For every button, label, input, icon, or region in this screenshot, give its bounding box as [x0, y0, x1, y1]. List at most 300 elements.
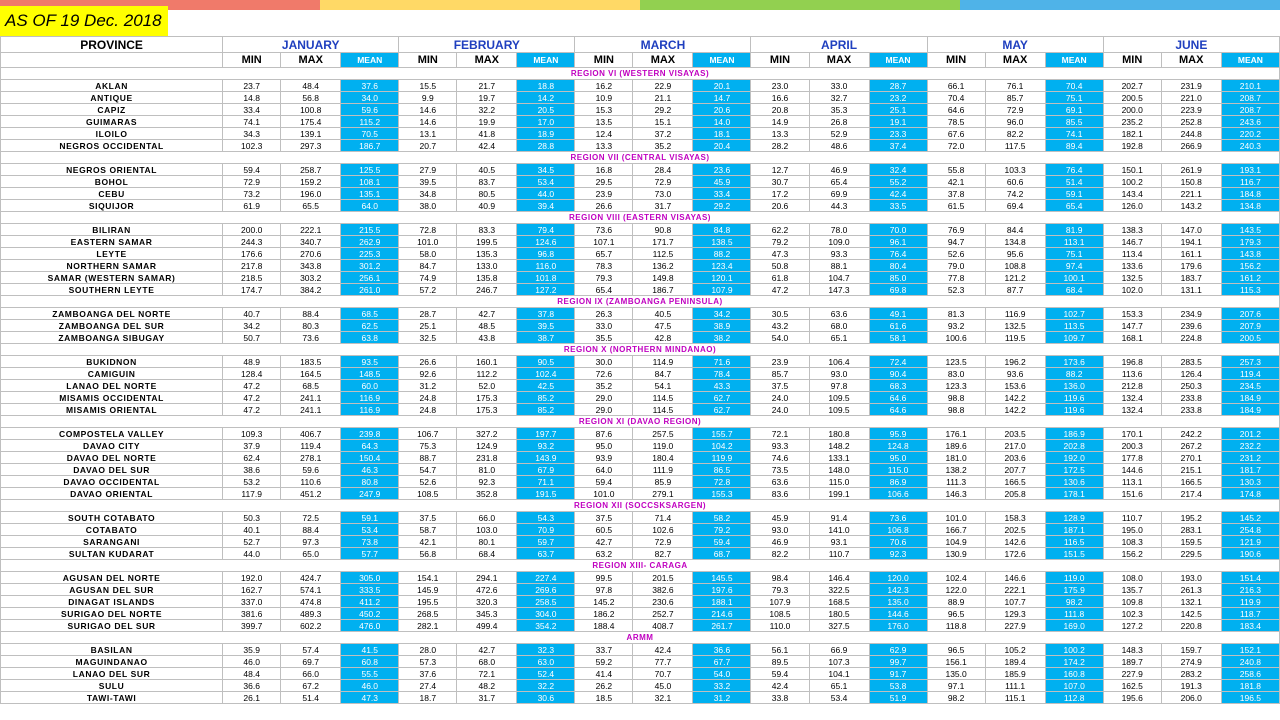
- month-header-may: MAY: [927, 37, 1103, 53]
- cell-max: 35.2: [633, 140, 693, 152]
- cell-mean: 258.6: [1221, 668, 1279, 680]
- cell-min: 108.3: [1103, 536, 1161, 548]
- cell-max: 88.4: [281, 308, 341, 320]
- cell-max: 179.6: [1161, 260, 1221, 272]
- cell-min: 65.4: [575, 284, 633, 296]
- province-name: DAVAO DEL NORTE: [1, 452, 223, 464]
- cell-max: 65.5: [281, 200, 341, 212]
- cell-max: 215.1: [1161, 464, 1221, 476]
- province-name: SULU: [1, 680, 223, 692]
- cell-mean: 188.1: [693, 596, 751, 608]
- cell-max: 102.6: [633, 524, 693, 536]
- cell-mean: 181.8: [1221, 680, 1279, 692]
- cell-mean: 301.2: [341, 260, 399, 272]
- cell-mean: 197.6: [693, 584, 751, 596]
- cell-mean: 254.8: [1221, 524, 1279, 536]
- cell-min: 60.5: [575, 524, 633, 536]
- cell-max: 69.9: [809, 188, 869, 200]
- cell-mean: 17.0: [517, 116, 575, 128]
- cell-min: 18.7: [399, 692, 457, 704]
- cell-max: 147.3: [809, 284, 869, 296]
- cell-mean: 73.8: [341, 536, 399, 548]
- cell-max: 142.2: [985, 404, 1045, 416]
- cell-mean: 232.2: [1221, 440, 1279, 452]
- cell-min: 182.1: [1103, 128, 1161, 140]
- cell-mean: 148.5: [341, 368, 399, 380]
- cell-min: 15.3: [575, 104, 633, 116]
- cell-min: 83.6: [751, 488, 809, 500]
- cell-max: 48.5: [457, 320, 517, 332]
- cell-min: 52.3: [927, 284, 985, 296]
- cell-mean: 184.8: [1221, 188, 1279, 200]
- cell-max: 239.6: [1161, 320, 1221, 332]
- cell-mean: 33.2: [693, 680, 751, 692]
- cell-max: 224.8: [1161, 332, 1221, 344]
- cell-max: 141.0: [809, 524, 869, 536]
- cell-mean: 32.4: [869, 164, 927, 176]
- province-row: [1, 536, 1280, 548]
- cell-mean: 256.1: [341, 272, 399, 284]
- province-name: MISAMIS OCCIDENTAL: [1, 392, 223, 404]
- cell-max: 110.6: [281, 476, 341, 488]
- cell-min: 30.5: [751, 308, 809, 320]
- cell-mean: 68.5: [341, 308, 399, 320]
- cell-max: 499.4: [457, 620, 517, 632]
- cell-min: 47.3: [751, 248, 809, 260]
- cell-max: 85.9: [633, 476, 693, 488]
- cell-max: 241.1: [281, 392, 341, 404]
- cell-mean: 107.0: [1045, 680, 1103, 692]
- cell-max: 42.8: [633, 332, 693, 344]
- province-row: [1, 356, 1280, 368]
- cell-max: 115.1: [985, 692, 1045, 704]
- cell-max: 195.2: [1161, 512, 1221, 524]
- province-row: [1, 104, 1280, 116]
- cell-min: 62.4: [223, 452, 281, 464]
- cell-max: 266.9: [1161, 140, 1221, 152]
- sub-header-mean: MEAN: [1221, 53, 1279, 68]
- cell-mean: 116.7: [1221, 176, 1279, 188]
- cell-max: 206.0: [1161, 692, 1221, 704]
- cell-max: 246.7: [457, 284, 517, 296]
- cell-mean: 155.3: [693, 488, 751, 500]
- cell-max: 159.2: [281, 176, 341, 188]
- cell-max: 159.7: [1161, 644, 1221, 656]
- cell-max: 345.3: [457, 608, 517, 620]
- cell-min: 212.8: [1103, 380, 1161, 392]
- province-name: NORTHERN SAMAR: [1, 260, 223, 272]
- cell-min: 34.3: [223, 128, 281, 140]
- cell-max: 71.4: [633, 512, 693, 524]
- province-name: AGUSAN DEL NORTE: [1, 572, 223, 584]
- province-row: [1, 452, 1280, 464]
- month-header-march: MARCH: [575, 37, 751, 53]
- province-name: SOUTHERN LEYTE: [1, 284, 223, 296]
- cell-mean: 200.5: [1221, 332, 1279, 344]
- cell-max: 164.5: [281, 368, 341, 380]
- province-row: [1, 488, 1280, 500]
- cell-min: 156.2: [1103, 548, 1161, 560]
- cell-max: 114.9: [633, 356, 693, 368]
- cell-max: 106.4: [809, 356, 869, 368]
- cell-mean: 102.4: [517, 368, 575, 380]
- cell-min: 132.4: [1103, 392, 1161, 404]
- cell-max: 21.1: [633, 92, 693, 104]
- cell-mean: 78.4: [693, 368, 751, 380]
- cell-min: 26.3: [575, 308, 633, 320]
- cell-mean: 124.6: [517, 236, 575, 248]
- sub-header-row: [1, 53, 1280, 68]
- cell-max: 160.1: [457, 356, 517, 368]
- cell-min: 43.2: [751, 320, 809, 332]
- region-name: REGION XII (SOCCSKSARGEN): [1, 500, 1280, 512]
- cell-mean: 18.8: [517, 80, 575, 92]
- cell-mean: 96.8: [517, 248, 575, 260]
- cell-max: 382.6: [633, 584, 693, 596]
- cell-min: 20.8: [751, 104, 809, 116]
- cell-max: 66.9: [809, 644, 869, 656]
- cell-max: 472.6: [457, 584, 517, 596]
- cell-min: 95.0: [575, 440, 633, 452]
- cell-max: 48.4: [281, 80, 341, 92]
- cell-max: 44.3: [809, 200, 869, 212]
- region-row: [1, 212, 1280, 224]
- cell-mean: 59.7: [517, 536, 575, 548]
- cell-min: 24.8: [399, 404, 457, 416]
- cell-min: 106.7: [399, 428, 457, 440]
- cell-mean: 174.8: [1221, 488, 1279, 500]
- cell-mean: 76.4: [869, 248, 927, 260]
- cell-mean: 161.2: [1221, 272, 1279, 284]
- province-row: [1, 92, 1280, 104]
- cell-max: 193.0: [1161, 572, 1221, 584]
- cell-mean: 51.9: [869, 692, 927, 704]
- cell-max: 119.4: [281, 440, 341, 452]
- sub-header-min: MIN: [1103, 53, 1161, 68]
- cell-max: 116.9: [985, 308, 1045, 320]
- cell-max: 40.5: [633, 308, 693, 320]
- cell-max: 408.7: [633, 620, 693, 632]
- cell-min: 135.0: [927, 668, 985, 680]
- cell-max: 91.4: [809, 512, 869, 524]
- cell-min: 88.7: [399, 452, 457, 464]
- cell-min: 61.8: [751, 272, 809, 284]
- sub-header-max: MAX: [1161, 53, 1221, 68]
- cell-mean: 118.7: [1221, 608, 1279, 620]
- cell-max: 175.3: [457, 404, 517, 416]
- region-name: ARMM: [1, 632, 1280, 644]
- cell-max: 134.8: [985, 236, 1045, 248]
- province-name: SIQUIJOR: [1, 200, 223, 212]
- cell-max: 66.0: [457, 512, 517, 524]
- cell-max: 48.6: [809, 140, 869, 152]
- cell-max: 84.4: [985, 224, 1045, 236]
- cell-mean: 115.2: [341, 116, 399, 128]
- province-header: PROVINCE: [1, 37, 223, 53]
- province-name: SAMAR (WESTERN SAMAR): [1, 272, 223, 284]
- cell-max: 203.5: [985, 428, 1045, 440]
- cell-min: 93.9: [575, 452, 633, 464]
- cell-min: 47.2: [751, 284, 809, 296]
- cell-min: 75.3: [399, 440, 457, 452]
- cell-mean: 179.3: [1221, 236, 1279, 248]
- cell-max: 35.3: [809, 104, 869, 116]
- cell-min: 399.7: [223, 620, 281, 632]
- cell-min: 138.3: [1103, 224, 1161, 236]
- sub-header-mean: MEAN: [693, 53, 751, 68]
- cell-mean: 191.5: [517, 488, 575, 500]
- cell-min: 101.0: [927, 512, 985, 524]
- cell-min: 56.8: [399, 548, 457, 560]
- cell-min: 18.5: [575, 692, 633, 704]
- cell-max: 53.4: [809, 692, 869, 704]
- cell-min: 47.2: [223, 380, 281, 392]
- cell-mean: 23.6: [693, 164, 751, 176]
- cell-max: 65.1: [809, 680, 869, 692]
- cell-max: 297.3: [281, 140, 341, 152]
- province-name: DINAGAT ISLANDS: [1, 596, 223, 608]
- top-bar-segment-yellow: [320, 0, 640, 10]
- cell-max: 81.0: [457, 464, 517, 476]
- province-name: TAWI-TAWI: [1, 692, 223, 704]
- cell-min: 55.8: [927, 164, 985, 176]
- cell-min: 52.7: [223, 536, 281, 548]
- province-row: [1, 308, 1280, 320]
- cell-min: 61.5: [927, 200, 985, 212]
- cell-min: 82.2: [751, 548, 809, 560]
- cell-mean: 215.5: [341, 224, 399, 236]
- cell-max: 196.2: [985, 356, 1045, 368]
- cell-min: 200.0: [1103, 104, 1161, 116]
- cell-mean: 119.6: [1045, 404, 1103, 416]
- cell-min: 73.2: [223, 188, 281, 200]
- cell-max: 57.4: [281, 644, 341, 656]
- cell-mean: 127.2: [517, 284, 575, 296]
- cell-mean: 37.8: [517, 308, 575, 320]
- cell-min: 56.1: [751, 644, 809, 656]
- cell-max: 205.8: [985, 488, 1045, 500]
- cell-max: 109.5: [809, 392, 869, 404]
- cell-min: 46.9: [751, 536, 809, 548]
- cell-min: 35.9: [223, 644, 281, 656]
- cell-mean: 207.9: [1221, 320, 1279, 332]
- cell-min: 109.8: [1103, 596, 1161, 608]
- cell-min: 153.3: [1103, 308, 1161, 320]
- cell-min: 26.1: [223, 692, 281, 704]
- cell-min: 166.7: [927, 524, 985, 536]
- cell-mean: 63.0: [517, 656, 575, 668]
- cell-mean: 113.5: [1045, 320, 1103, 332]
- cell-min: 53.2: [223, 476, 281, 488]
- cell-mean: 61.6: [869, 320, 927, 332]
- cell-mean: 354.2: [517, 620, 575, 632]
- cell-mean: 14.0: [693, 116, 751, 128]
- province-row: [1, 116, 1280, 128]
- cell-min: 35.2: [575, 380, 633, 392]
- cell-min: 33.8: [751, 692, 809, 704]
- cell-mean: 38.9: [693, 320, 751, 332]
- cell-min: 42.1: [927, 176, 985, 188]
- cell-min: 217.8: [223, 260, 281, 272]
- cell-min: 59.4: [575, 476, 633, 488]
- region-name: REGION IX (ZAMBOANGA PENINSULA): [1, 296, 1280, 308]
- cell-min: 33.4: [223, 104, 281, 116]
- month-header-row: [1, 37, 1280, 53]
- province-name: SOUTH COTABATO: [1, 512, 223, 524]
- cell-max: 119.0: [633, 440, 693, 452]
- cell-max: 87.7: [985, 284, 1045, 296]
- province-name: DAVAO CITY: [1, 440, 223, 452]
- cell-max: 83.3: [457, 224, 517, 236]
- cell-min: 58.7: [399, 524, 457, 536]
- cell-min: 38.6: [223, 464, 281, 476]
- cell-min: 145.9: [399, 584, 457, 596]
- sub-header-min: MIN: [575, 53, 633, 68]
- cell-min: 9.9: [399, 92, 457, 104]
- cell-mean: 70.9: [517, 524, 575, 536]
- cell-mean: 86.5: [693, 464, 751, 476]
- cell-mean: 257.3: [1221, 356, 1279, 368]
- province-row: [1, 584, 1280, 596]
- cell-min: 37.5: [399, 512, 457, 524]
- cell-max: 221.1: [1161, 188, 1221, 200]
- cell-min: 98.4: [751, 572, 809, 584]
- cell-mean: 136.0: [1045, 380, 1103, 392]
- province-row: [1, 260, 1280, 272]
- cell-max: 257.5: [633, 428, 693, 440]
- cell-min: 200.0: [223, 224, 281, 236]
- cell-mean: 156.2: [1221, 260, 1279, 272]
- cell-max: 250.3: [1161, 380, 1221, 392]
- cell-max: 136.2: [633, 260, 693, 272]
- cell-max: 158.3: [985, 512, 1045, 524]
- cell-mean: 18.1: [693, 128, 751, 140]
- cell-max: 28.4: [633, 164, 693, 176]
- cell-mean: 47.3: [341, 692, 399, 704]
- cell-min: 57.3: [399, 656, 457, 668]
- cell-mean: 90.5: [517, 356, 575, 368]
- cell-min: 235.2: [1103, 116, 1161, 128]
- province-name: BASILAN: [1, 644, 223, 656]
- cell-mean: 100.2: [1045, 644, 1103, 656]
- cell-max: 59.6: [281, 464, 341, 476]
- cell-max: 252.7: [633, 608, 693, 620]
- cell-mean: 55.2: [869, 176, 927, 188]
- cell-min: 268.5: [399, 608, 457, 620]
- cell-mean: 70.4: [1045, 80, 1103, 92]
- cell-max: 31.7: [633, 200, 693, 212]
- cell-max: 73.6: [281, 332, 341, 344]
- cell-min: 14.6: [399, 104, 457, 116]
- cell-min: 50.7: [223, 332, 281, 344]
- cell-max: 117.5: [985, 140, 1045, 152]
- cell-max: 33.0: [809, 80, 869, 92]
- cell-max: 129.3: [985, 608, 1045, 620]
- cell-mean: 120.1: [693, 272, 751, 284]
- cell-min: 148.3: [1103, 644, 1161, 656]
- region-name: REGION VIII (EASTERN VISAYAS): [1, 212, 1280, 224]
- cell-min: 89.5: [751, 656, 809, 668]
- cell-min: 98.8: [927, 404, 985, 416]
- province-row: [1, 236, 1280, 248]
- cell-mean: 85.5: [1045, 116, 1103, 128]
- cell-min: 93.3: [751, 440, 809, 452]
- cell-max: 274.9: [1161, 656, 1221, 668]
- cell-mean: 64.3: [341, 440, 399, 452]
- region-row: [1, 560, 1280, 572]
- cell-max: 112.5: [633, 248, 693, 260]
- cell-min: 94.7: [927, 236, 985, 248]
- cell-max: 294.1: [457, 572, 517, 584]
- cell-min: 14.8: [223, 92, 281, 104]
- cell-max: 135.3: [457, 248, 517, 260]
- cell-min: 104.9: [927, 536, 985, 548]
- cell-min: 188.4: [575, 620, 633, 632]
- cell-max: 52.9: [809, 128, 869, 140]
- cell-max: 103.3: [985, 164, 1045, 176]
- cell-max: 258.7: [281, 164, 341, 176]
- cell-max: 119.5: [985, 332, 1045, 344]
- cell-mean: 109.7: [1045, 332, 1103, 344]
- cell-min: 13.3: [575, 140, 633, 152]
- cell-min: 52.6: [399, 476, 457, 488]
- province-row: [1, 464, 1280, 476]
- cell-max: 242.2: [1161, 428, 1221, 440]
- cell-mean: 53.4: [341, 524, 399, 536]
- cell-mean: 91.7: [869, 668, 927, 680]
- cell-mean: 28.7: [869, 80, 927, 92]
- cell-mean: 64.6: [869, 392, 927, 404]
- cell-max: 73.0: [633, 188, 693, 200]
- cell-max: 42.4: [633, 644, 693, 656]
- province-row: [1, 200, 1280, 212]
- cell-mean: 63.8: [341, 332, 399, 344]
- cell-min: 92.6: [399, 368, 457, 380]
- cell-mean: 68.3: [869, 380, 927, 392]
- cell-max: 68.0: [809, 320, 869, 332]
- cell-min: 59.2: [575, 656, 633, 668]
- cell-min: 62.2: [751, 224, 809, 236]
- cell-mean: 38.2: [693, 332, 751, 344]
- province-name: SARANGANI: [1, 536, 223, 548]
- cell-min: 174.7: [223, 284, 281, 296]
- cell-max: 223.9: [1161, 104, 1221, 116]
- cell-min: 133.6: [1103, 260, 1161, 272]
- cell-min: 108.5: [751, 608, 809, 620]
- cell-min: 72.8: [399, 224, 457, 236]
- cell-mean: 142.3: [869, 584, 927, 596]
- cell-mean: 70.6: [869, 536, 927, 548]
- cell-mean: 119.4: [1221, 368, 1279, 380]
- cell-min: 97.8: [575, 584, 633, 596]
- cell-mean: 135.1: [341, 188, 399, 200]
- cell-min: 113.4: [1103, 248, 1161, 260]
- cell-mean: 120.0: [869, 572, 927, 584]
- cell-max: 142.2: [985, 392, 1045, 404]
- cell-mean: 80.4: [869, 260, 927, 272]
- sub-header-max: MAX: [633, 53, 693, 68]
- cell-mean: 71.1: [517, 476, 575, 488]
- cell-min: 72.1: [751, 428, 809, 440]
- cell-min: 118.8: [927, 620, 985, 632]
- cell-max: 183.7: [1161, 272, 1221, 284]
- cell-min: 192.8: [1103, 140, 1161, 152]
- cell-mean: 42.4: [869, 188, 927, 200]
- cell-mean: 208.7: [1221, 104, 1279, 116]
- cell-min: 102.3: [1103, 608, 1161, 620]
- cell-max: 93.6: [985, 368, 1045, 380]
- cell-mean: 187.1: [1045, 524, 1103, 536]
